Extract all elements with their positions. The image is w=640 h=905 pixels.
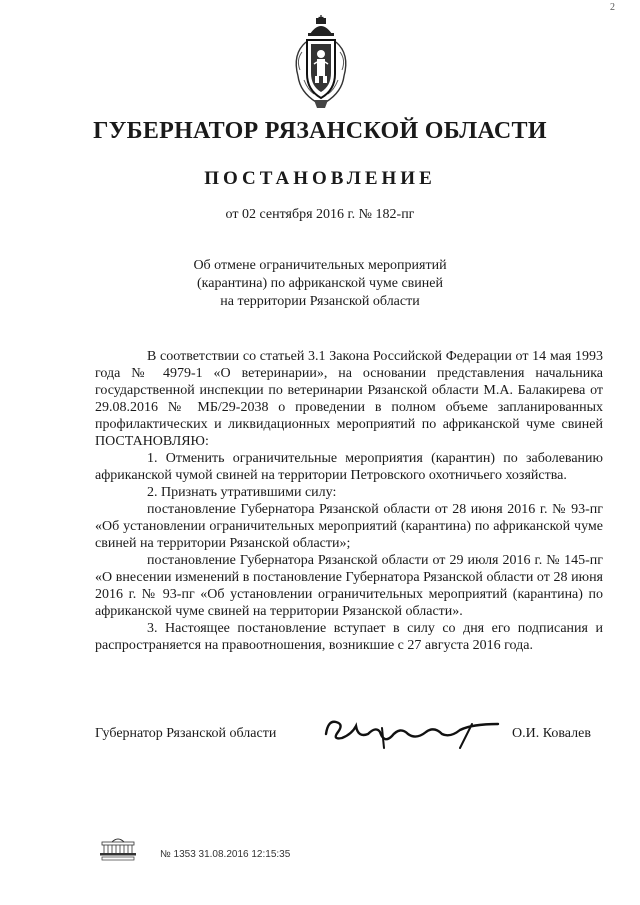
subject-line: Об отмене ограничительных мероприятий: [193, 258, 447, 273]
document-type: ПОСТАНОВЛЕНИЕ: [204, 168, 436, 189]
handwritten-signature: [322, 714, 502, 750]
document-subject: [170, 257, 470, 311]
body-paragraph: 1. Отменить ограничительные мероприятия (карантин) по заболеванию африканской чумой свиней на территории Петровского охотничьего хозяйства.: [95, 451, 603, 483]
subject-line: на территории Рязанской области: [220, 294, 420, 309]
body-paragraph: 3. Настоящее постановление вступает в силу со дня его подписания и распространяется на правоотношения, возникшие с 27 августа 2016 года.: [95, 621, 603, 653]
org-title: ГУБЕРНАТОР РЯЗАНСКОЙ ОБЛАСТИ: [93, 118, 547, 144]
body-paragraph: постановление Губернатора Рязанской области от 29 июля 2016 г. № 145-пг «О внесении изменений в постановление Губернатора Рязанской области от 28 июня 2016 г. № 93-пг «Об установлении ограничительных мероприятий (карантина) по африканской чуме свиней на территории Рязанской области».: [95, 553, 603, 619]
subject-line: (карантина) по африканской чуме свиней: [197, 276, 443, 291]
document-body: [95, 348, 603, 654]
registration-stamp: № 1353 31.08.2016 12:15:35: [160, 849, 291, 860]
document-date: от 02 сентября 2016 г. № 182-пг: [225, 207, 415, 222]
signer-name: О.И. Ковалев: [512, 726, 591, 741]
coat-of-arms-icon: [286, 14, 356, 112]
signer-title: Губернатор Рязанской области: [95, 726, 277, 741]
body-paragraph: постановление Губернатора Рязанской области от 28 июня 2016 г. № 93-пг «Об установлении ограничительных мероприятий (карантина) по африканской чуме свиней на территории Рязанской области»;: [95, 502, 603, 551]
body-paragraph: 2. Признать утратившими силу:: [147, 485, 337, 500]
registry-building-icon: [98, 836, 138, 862]
page-mark: 2: [610, 2, 615, 13]
body-paragraph: В соответствии со статьей 3.1 Закона Российской Федерации от 14 мая 1993 года № 4979-1 «О ветеринарии», на основании представления начальника государственной инспекции по ветеринарии Рязанской области М.А. Балакирева от 29.08.2016 № МБ/29-2038 о проведении в полном объеме запланированных профилактических и ликвидационных мероприятий по африканской чуме свиней ПОСТАНОВЛЯЮ:: [95, 349, 603, 449]
